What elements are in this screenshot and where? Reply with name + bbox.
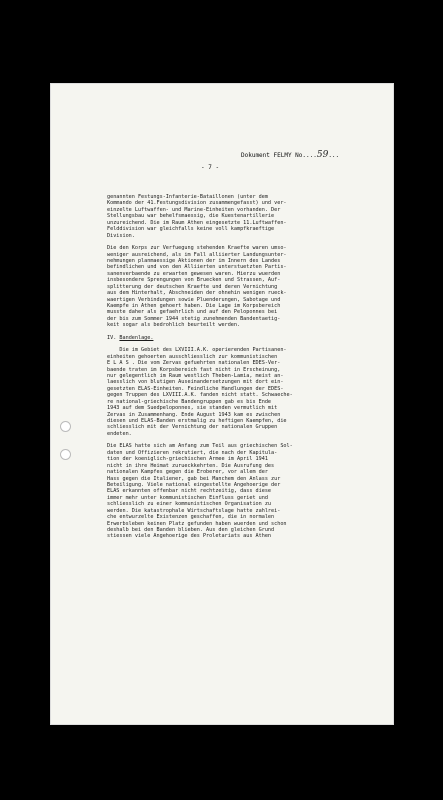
text-line: unzureichend. Die im Raum Athen eingesetzte 11.Luftwaffen-	[107, 219, 287, 226]
text-line: musste daher als gefaehrlich und auf den Peloponnes bei	[107, 309, 278, 316]
text-line: keit sogar als bedrohlich beurteilt werden.	[107, 322, 241, 329]
text-line: E L A S . Die vom Zervas gefuehrten nationalen EDES-Ver-	[107, 360, 281, 367]
text-line: nehmungen planmaessige Aktionen der im Innern des Landes	[107, 257, 281, 264]
text-line: endeten.	[107, 430, 132, 437]
text-line: che entwurzelte Existenzen geschaffen, die in normalen	[107, 514, 275, 521]
text-line: splitterung der deutschen Kraefte und deren Vernichtung	[107, 283, 278, 290]
text-line: laesslich von blutigen Auseinandersetzungen mit dort ein-	[107, 379, 284, 386]
text-line: gegen Truppen des LXVIII.A.K. fanden nicht statt. Schwaeche-	[107, 392, 293, 399]
text-line: einzelte Luftwaffen- und Marine-Einheiten vorhanden. Der	[107, 206, 281, 213]
text-line: der bis zum Sommer 1944 stetig zunehmenden Bandentaetig-	[107, 315, 281, 322]
punch-hole	[60, 449, 71, 460]
text-line: Erwerbsleben keinen Platz gefunden haben wuerden und schon	[107, 520, 287, 527]
text-line: Die ELAS hatte sich am Anfang zum Teil aus griechischen Sol-	[107, 443, 293, 450]
text-line: sanenverbaende zu erwarten gewesen waren. Hierzu wuerden	[107, 270, 281, 277]
paragraph	[107, 194, 389, 239]
document-page	[51, 84, 393, 724]
text-line: Hass gegen die Italiener, gab bei Manchem den Anlass zur	[107, 475, 281, 482]
text-line: Division.	[107, 232, 135, 239]
text-line: Felddivision war gleichfalls keine voll kampfkraeftige	[107, 226, 275, 233]
document-reference-label: Dokument FELMY No....	[241, 152, 317, 159]
text-line: tion der koeniglich-griechischen Armee im April 1941	[107, 456, 268, 463]
text-line: stiessen viele Angehoerige des Proletariats aus Athen	[107, 533, 272, 540]
text-line: diesen und ELAS-Banden erstmalig zu heftigen Kaempfen, die	[107, 418, 287, 424]
document-body	[107, 194, 389, 540]
text-line: insbesondere Sprengungen von Bruecken und Strassen, Auf-	[107, 277, 281, 284]
text-line: baende traten im Korpsbereich fast nicht in Erscheinung,	[107, 366, 281, 373]
text-line: werden. Die katastrophale Wirtschaftslage hatte zahlrei-	[107, 507, 281, 514]
text-line: Stellungsbau war behelfsmaessig, die Kuestenartillerie	[107, 213, 275, 220]
document-reference	[241, 150, 339, 160]
text-line: Beteiligung. Viele national eingestellte Angehoerige der	[107, 481, 281, 488]
text-line: aus dem Hinterhalt, Abschneiden der ohnehin wenigen rueck-	[107, 290, 287, 297]
text-line: nicht in ihre Heimat zurueckkehrten. Die Ausrufung des	[107, 462, 275, 469]
text-line: Kommando der 41.Festungsdivision zusammengefasst) und ver-	[107, 200, 287, 207]
text-line: befindlichen und von den Alliierten unterstuetzten Partis-	[107, 264, 287, 271]
punch-hole	[60, 421, 71, 432]
paragraph	[107, 347, 389, 437]
text-line: Die den Korps zur Verfuegung stehenden Kraefte waren umso-	[107, 245, 287, 252]
text-line: re national-griechische Bandengruppen gab es bis Ende	[107, 398, 272, 405]
text-line: Zervas in Zusammenhang. Ende August 1943 kam es zwischen	[107, 411, 281, 418]
paragraph	[107, 245, 389, 329]
text-line: Kaempfe in Athen gehoert haben. Die Lage im Korpsbereich	[107, 303, 281, 309]
text-line: nur gelegentlich im Raum westlich Theben-Lamia, meist an-	[107, 372, 284, 379]
text-line: schliesslich mit der Vernichtung der nationalen Gruppen	[107, 424, 278, 431]
document-reference-number: 59	[316, 150, 329, 160]
text-line: deshalb bei den Banden blieben. Aus den gleichen Grund	[107, 527, 275, 533]
text-line: Die im Gebiet des LXVIII.A.K. operierenden Partisanen-	[107, 347, 287, 354]
text-line: schliesslich zu einer kommunistischen Organisation zu	[107, 501, 272, 508]
section-heading-title: Bandenlage.	[119, 334, 154, 341]
text-line: waertigen Verbindungen sowie Pluenderungen, Sabotage und	[107, 296, 281, 303]
text-line: einheiten gehoerten ausschliesslich zur kommunistischen	[107, 353, 278, 360]
text-line: daten und Offizieren rekrutiert, die nach der Kapitula-	[107, 449, 278, 456]
text-line: 1943 auf dem Suedpeloponnes, sie standen vermutlich mit	[107, 405, 278, 412]
text-line: gesetzten ELAS-Einheiten. Feindliche Handlungen der EDES-	[107, 385, 284, 392]
text-line: genannten Festungs-Infanterie-Bataillonen (unter dem	[107, 194, 268, 200]
paragraph	[107, 443, 389, 540]
section-heading-number: IV.	[107, 334, 117, 341]
page-number: - 7 -	[201, 164, 220, 171]
text-line: ELAS erkannten offenbar nicht rechtzeitig, dass diese	[107, 488, 272, 495]
text-line: immer mehr unter kommunistischen Einfluss geriet und	[107, 494, 268, 501]
document-reference-suffix: ...	[328, 152, 340, 159]
text-line: weniger ausreichend, als im Fall alliierter Landungsunter-	[107, 251, 287, 258]
text-line: nationalen Kampfes gegen die Eroberer, vor allem der	[107, 469, 268, 476]
